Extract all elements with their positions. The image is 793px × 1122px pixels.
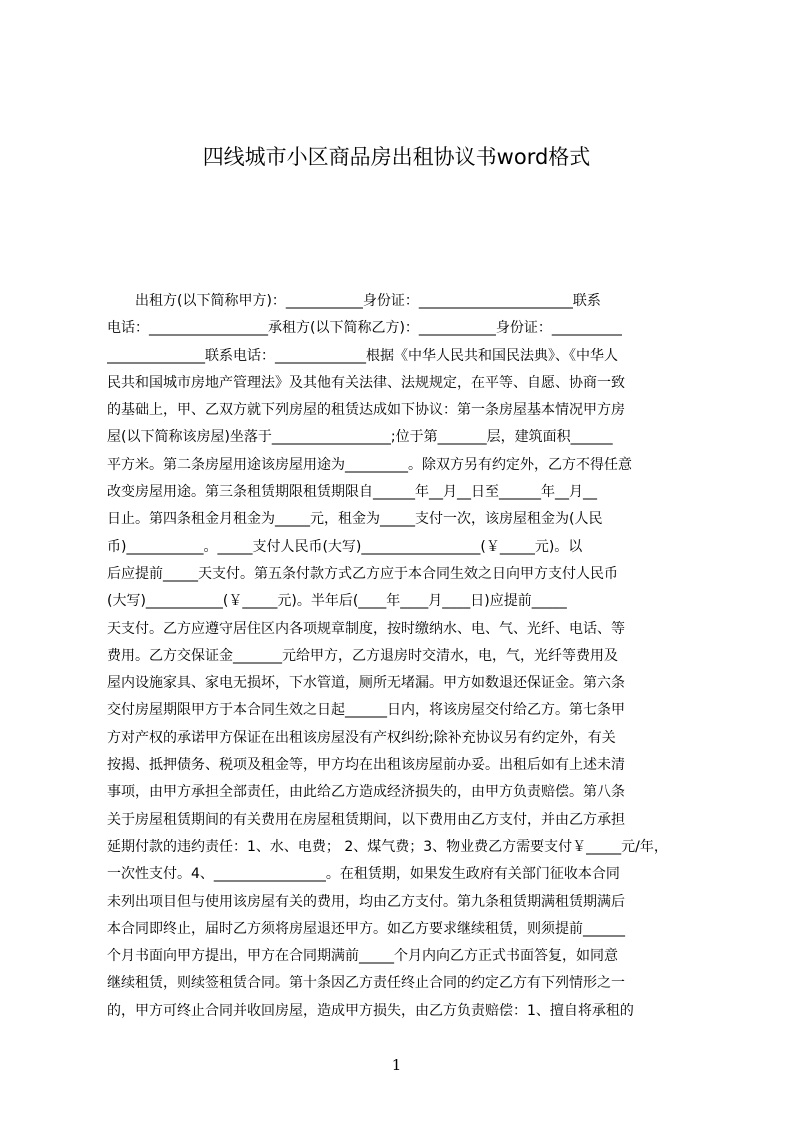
body-line-21: 延期付款的违约责任：1、水、电费； 2、煤气费；3、物业费乙方需要支付￥_____元/年， [107, 838, 668, 855]
body-line-22: 一次性支付。4、________________。在租赁期，如果发生政府有关部门征收本合同 [107, 866, 620, 883]
body-line-15: 屋内设施家具、家电无损坏，下水管道，厕所无堵漏。甲方如数退还保证金。第六条 [107, 675, 625, 692]
body-line-10: 币)___________。_____支付人民币(大写)_________________(￥_____元)。以 [107, 538, 583, 555]
body-line-27: 的，甲方可终止合同并收回房屋，造成甲方损失，由乙方负责赔偿：1、擅自将承租的 [107, 1002, 634, 1019]
body-line-11: 后应提前_____天支付。第五条付款方式乙方应于本合同生效之日向甲方支付人民币 [107, 565, 618, 582]
body-line-20: 关于房屋租赁期间的有关费用在房屋租赁期间，以下费用由乙方支付，并由乙方承担 [107, 811, 625, 828]
body-line-16: 交付房屋期限甲方于本合同生效之日起______日内，将该房屋交付给乙方。第七条甲 [107, 702, 625, 719]
body-line-18: 按揭、抵押债务、税项及租金等，甲方均在出租该房屋前办妥。出租后如有上述未清 [107, 757, 625, 774]
body-line-3: ______________联系电话：_____________根据《中华人民共和国民法典》、《中华人 [107, 347, 618, 364]
agreement-body [107, 288, 699, 1019]
body-line-14: 费用。乙方交保证金_______元给甲方，乙方退房时交清水，电，气，光纤等费用及 [107, 647, 618, 664]
body-line-25: 个月书面向甲方提出，甲方在合同期满前_____个月内向乙方正式书面答复，如同意 [107, 948, 618, 965]
body-line-26: 继续租赁，则续签租赁合同。第十条因乙方责任终止合同的约定乙方有下列情形之一 [107, 975, 625, 992]
body-line-2: 电话：_________________承租方(以下简称乙方)：___________身份证：__________ [107, 320, 622, 337]
document-title: 四线城市小区商品房出租协议书word格式 [202, 145, 591, 169]
page-number: 1 [391, 1056, 402, 1074]
body-line-19: 事项，由甲方承担全部责任，由此给乙方造成经济损失的，由甲方负责赔偿。第八条 [107, 784, 625, 801]
body-line-12: (大写)___________(￥_____元)。半年后(____年____月____日)应提前_____ [107, 593, 567, 610]
body-line-8: 改变房屋用途。第三条租赁期限租赁期限自______年__月__日至______年__月__ [107, 484, 597, 501]
body-line-4: 民共和国城市房地产管理法》及其他有关法律、法规规定，在平等、自愿、协商一致 [107, 374, 625, 391]
body-line-6: 屋(以下简称该房屋)坐落于_________________;位于第_______层，建筑面积______ [107, 429, 613, 446]
body-line-9: 日止。第四条租金月租金为_____元，租金为_____支付一次，该房屋租金为(人民 [107, 511, 603, 528]
body-line-5: 的基础上，甲、乙双方就下列房屋的租赁达成如下协议：第一条房屋基本情况甲方房 [107, 402, 625, 419]
body-line-17: 方对产权的承诺甲方保证在出租该房屋没有产权纠纷;除补充协议另有约定外，有关 [107, 729, 616, 746]
body-line-7: 平方米。第二条房屋用途该房屋用途为_________。除双方另有约定外，乙方不得任意 [107, 456, 632, 473]
body-line-13: 天支付。乙方应遵守居住区内各项规章制度，按时缴纳水、电、气、光纤、电话、等 [107, 620, 625, 637]
body-line-24: 本合同即终止，届时乙方须将房屋退还甲方。如乙方要求继续租赁，则须提前______ [107, 920, 625, 937]
body-line-1: 出租方(以下简称甲方)：___________身份证：______________________联系 [107, 293, 601, 309]
body-line-23: 未列出项目但与使用该房屋有关的费用，均由乙方支付。第九条租赁期满租赁期满后 [107, 893, 625, 910]
